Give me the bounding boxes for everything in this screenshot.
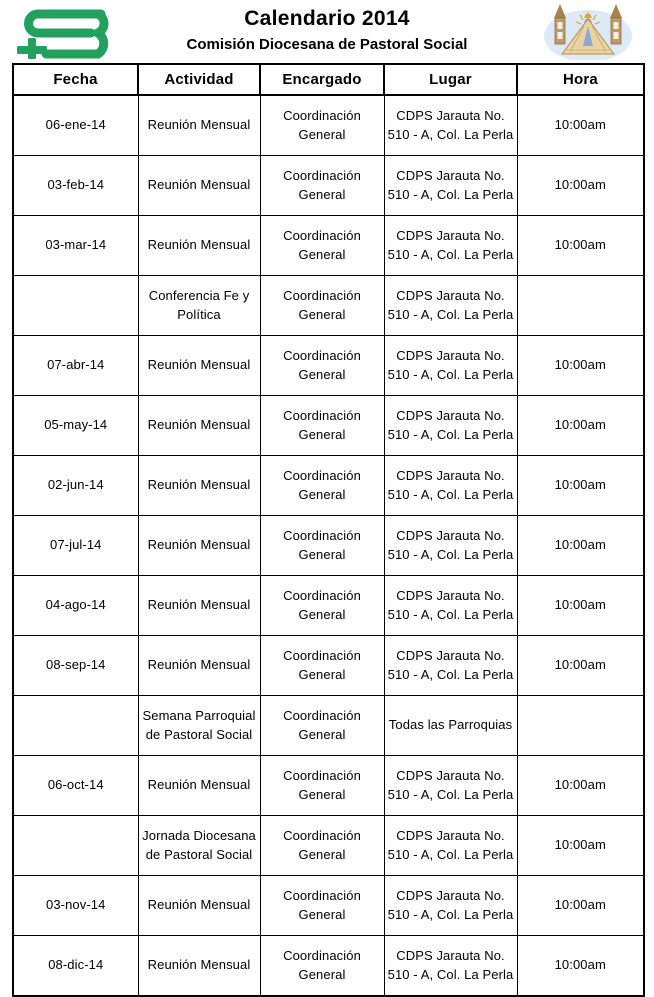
cell-fecha: 08-dic-14 bbox=[13, 936, 138, 997]
cell-lugar: CDPS Jarauta No. 510 - A, Col. La Perla bbox=[384, 156, 517, 216]
column-header-fecha: Fecha bbox=[13, 64, 138, 95]
cell-lugar: CDPS Jarauta No. 510 - A, Col. La Perla bbox=[384, 95, 517, 156]
cell-hora: 10:00am bbox=[517, 516, 644, 576]
cell-hora: 10:00am bbox=[517, 336, 644, 396]
cell-hora: 10:00am bbox=[517, 756, 644, 816]
cell-hora: 10:00am bbox=[517, 95, 644, 156]
cell-lugar: CDPS Jarauta No. 510 - A, Col. La Perla bbox=[384, 336, 517, 396]
basilica-virgin-icon bbox=[538, 2, 638, 60]
cell-hora bbox=[517, 696, 644, 756]
cell-fecha bbox=[13, 696, 138, 756]
cell-encargado: Coordinación General bbox=[260, 396, 384, 456]
cell-encargado: Coordinación General bbox=[260, 936, 384, 997]
cell-actividad: Reunión Mensual bbox=[138, 516, 260, 576]
cell-hora: 10:00am bbox=[517, 156, 644, 216]
cell-hora: 10:00am bbox=[517, 396, 644, 456]
cell-encargado: Coordinación General bbox=[260, 95, 384, 156]
column-header-encargado: Encargado bbox=[260, 64, 384, 95]
cell-encargado: Coordinación General bbox=[260, 156, 384, 216]
table-row bbox=[13, 876, 644, 936]
cell-actividad: Reunión Mensual bbox=[138, 876, 260, 936]
cell-actividad: Reunión Mensual bbox=[138, 456, 260, 516]
cell-encargado: Coordinación General bbox=[260, 216, 384, 276]
table-row bbox=[13, 696, 644, 756]
cell-encargado: Coordinación General bbox=[260, 276, 384, 336]
cell-actividad: Reunión Mensual bbox=[138, 216, 260, 276]
cell-lugar: CDPS Jarauta No. 510 - A, Col. La Perla bbox=[384, 816, 517, 876]
cell-actividad: Semana Parroquial de Pastoral Social bbox=[138, 696, 260, 756]
cell-encargado: Coordinación General bbox=[260, 816, 384, 876]
table-row bbox=[13, 936, 644, 997]
cell-encargado: Coordinación General bbox=[260, 336, 384, 396]
cell-actividad: Reunión Mensual bbox=[138, 396, 260, 456]
cell-hora: 10:00am bbox=[517, 456, 644, 516]
cell-lugar: CDPS Jarauta No. 510 - A, Col. La Perla bbox=[384, 636, 517, 696]
sb-monogram-icon bbox=[16, 5, 120, 59]
cell-encargado: Coordinación General bbox=[260, 576, 384, 636]
cell-fecha bbox=[13, 816, 138, 876]
cell-actividad: Reunión Mensual bbox=[138, 576, 260, 636]
table-row bbox=[13, 576, 644, 636]
cell-hora: 10:00am bbox=[517, 636, 644, 696]
cell-hora: 10:00am bbox=[517, 816, 644, 876]
cell-actividad: Reunión Mensual bbox=[138, 336, 260, 396]
cell-fecha: 06-ene-14 bbox=[13, 95, 138, 156]
calendar-table-head-row bbox=[13, 64, 644, 95]
cell-hora: 10:00am bbox=[517, 876, 644, 936]
column-header-actividad: Actividad bbox=[138, 64, 260, 95]
cell-fecha: 07-abr-14 bbox=[13, 336, 138, 396]
page-subtitle: Comisión Diocesana de Pastoral Social bbox=[186, 36, 468, 53]
cdps-green-logo bbox=[16, 5, 120, 59]
cell-actividad: Reunión Mensual bbox=[138, 95, 260, 156]
cell-hora bbox=[517, 276, 644, 336]
page-header bbox=[0, 0, 654, 62]
calendar-table bbox=[12, 63, 645, 997]
calendar-table-body bbox=[13, 95, 644, 996]
cell-encargado: Coordinación General bbox=[260, 876, 384, 936]
cell-fecha: 02-jun-14 bbox=[13, 456, 138, 516]
cell-fecha: 03-mar-14 bbox=[13, 216, 138, 276]
cell-hora: 10:00am bbox=[517, 576, 644, 636]
column-header-lugar: Lugar bbox=[384, 64, 517, 95]
cell-fecha bbox=[13, 276, 138, 336]
table-row bbox=[13, 276, 644, 336]
table-row bbox=[13, 216, 644, 276]
cell-lugar: CDPS Jarauta No. 510 - A, Col. La Perla bbox=[384, 936, 517, 997]
cell-lugar: Todas las Parroquias bbox=[384, 696, 517, 756]
cell-lugar: CDPS Jarauta No. 510 - A, Col. La Perla bbox=[384, 516, 517, 576]
cell-fecha: 08-sep-14 bbox=[13, 636, 138, 696]
table-row bbox=[13, 156, 644, 216]
cell-fecha: 05-may-14 bbox=[13, 396, 138, 456]
cell-fecha: 03-feb-14 bbox=[13, 156, 138, 216]
cell-fecha: 06-oct-14 bbox=[13, 756, 138, 816]
page-title: Calendario 2014 bbox=[244, 7, 410, 30]
cell-lugar: CDPS Jarauta No. 510 - A, Col. La Perla bbox=[384, 276, 517, 336]
cell-fecha: 03-nov-14 bbox=[13, 876, 138, 936]
cell-encargado: Coordinación General bbox=[260, 516, 384, 576]
cell-encargado: Coordinación General bbox=[260, 456, 384, 516]
cell-encargado: Coordinación General bbox=[260, 636, 384, 696]
cell-lugar: CDPS Jarauta No. 510 - A, Col. La Perla bbox=[384, 396, 517, 456]
table-row bbox=[13, 516, 644, 576]
cell-lugar: CDPS Jarauta No. 510 - A, Col. La Perla bbox=[384, 456, 517, 516]
table-row bbox=[13, 456, 644, 516]
cell-hora: 10:00am bbox=[517, 936, 644, 997]
table-row bbox=[13, 756, 644, 816]
cell-fecha: 07-jul-14 bbox=[13, 516, 138, 576]
cell-encargado: Coordinación General bbox=[260, 756, 384, 816]
table-row bbox=[13, 816, 644, 876]
table-container bbox=[0, 62, 654, 997]
cell-lugar: CDPS Jarauta No. 510 - A, Col. La Perla bbox=[384, 876, 517, 936]
cell-actividad: Jornada Diocesana de Pastoral Social bbox=[138, 816, 260, 876]
cell-actividad: Reunión Mensual bbox=[138, 636, 260, 696]
table-row bbox=[13, 336, 644, 396]
cell-hora: 10:00am bbox=[517, 216, 644, 276]
cell-lugar: CDPS Jarauta No. 510 - A, Col. La Perla bbox=[384, 756, 517, 816]
cell-lugar: CDPS Jarauta No. 510 - A, Col. La Perla bbox=[384, 216, 517, 276]
table-row bbox=[13, 396, 644, 456]
cell-encargado: Coordinación General bbox=[260, 696, 384, 756]
table-row bbox=[13, 636, 644, 696]
cell-fecha: 04-ago-14 bbox=[13, 576, 138, 636]
cell-actividad: Reunión Mensual bbox=[138, 756, 260, 816]
cell-actividad: Reunión Mensual bbox=[138, 936, 260, 997]
cell-actividad: Reunión Mensual bbox=[138, 156, 260, 216]
column-header-hora: Hora bbox=[517, 64, 644, 95]
basilica-virgin-logo bbox=[538, 2, 638, 60]
cell-lugar: CDPS Jarauta No. 510 - A, Col. La Perla bbox=[384, 576, 517, 636]
cell-actividad: Conferencia Fe y Política bbox=[138, 276, 260, 336]
table-row bbox=[13, 95, 644, 156]
